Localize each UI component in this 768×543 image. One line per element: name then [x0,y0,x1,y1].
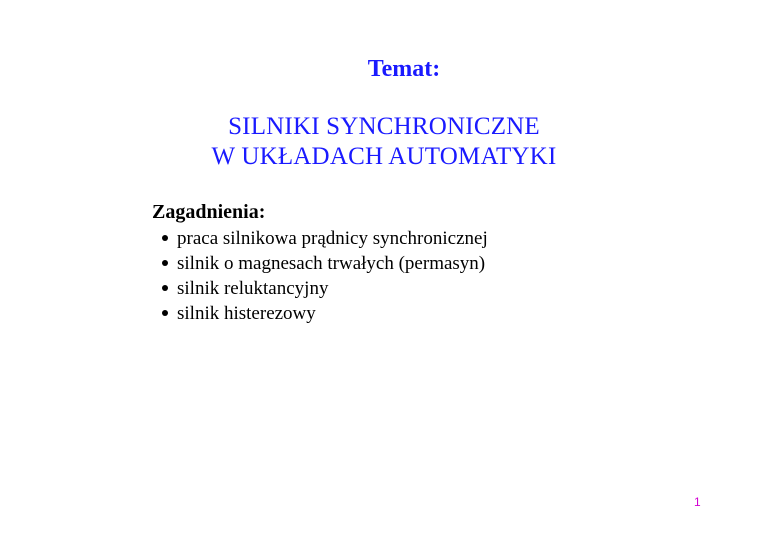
topic-text: silnik o magnesach trwałych (permasyn) [177,253,486,274]
list-item [162,226,488,251]
list-item [162,301,488,326]
title-line-2: W UKŁADACH AUTOMATYKI [211,143,557,170]
topic-text: silnik histerezowy [177,303,316,324]
topics-list [162,226,488,326]
bullet-icon [162,235,168,241]
slide-heading: Temat: [367,56,441,82]
section-label: Zagadnienia: [152,201,266,223]
list-item [162,251,488,276]
title-line-1: SILNIKI SYNCHRONICZNE [228,113,540,140]
bullet-icon [162,260,168,266]
topic-text: praca silnikowa prądnicy synchronicznej [177,228,488,249]
topic-text: silnik reluktancyjny [177,278,329,299]
page-number: 1 [694,495,701,509]
list-item [162,276,488,301]
slide-title [0,112,768,172]
bullet-icon [162,285,168,291]
bullet-icon [162,310,168,316]
